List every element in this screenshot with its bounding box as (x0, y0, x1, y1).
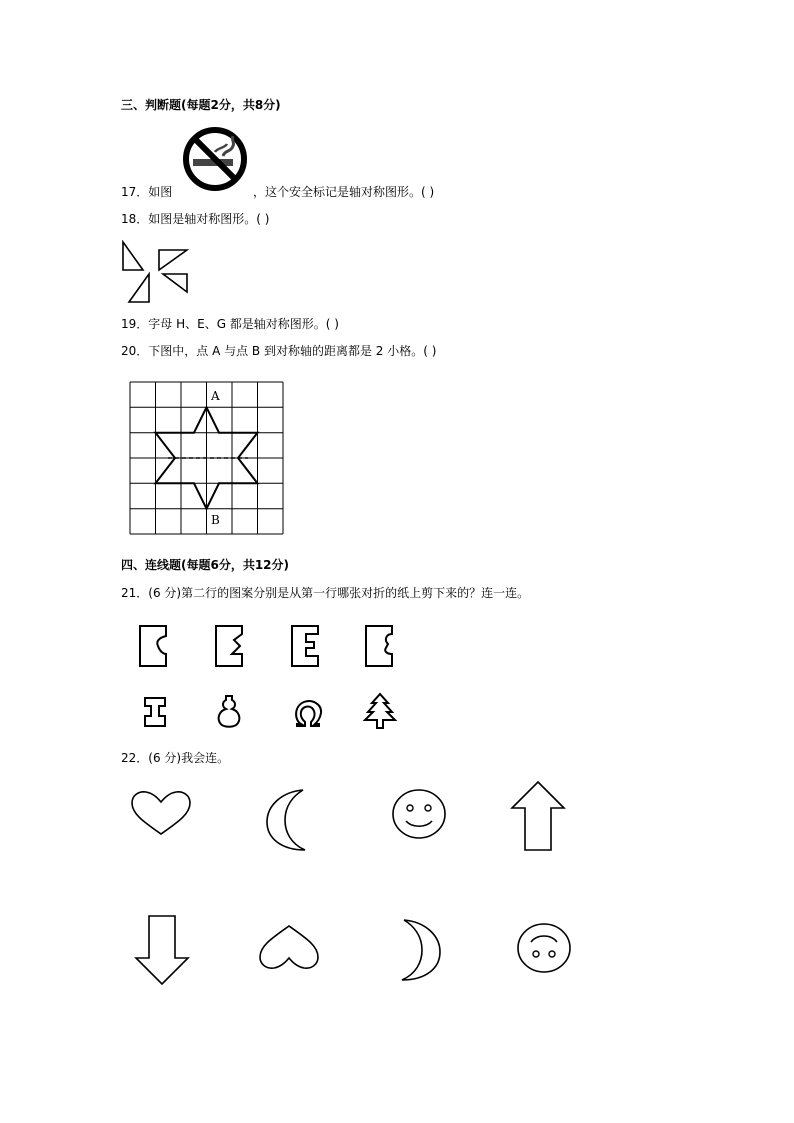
point-a-label: A (211, 389, 220, 403)
section-4-heading: 四、连线题(每题6分，共12分) (121, 558, 290, 572)
smiley-face-icon (391, 788, 447, 840)
cut-shape-omega (292, 698, 324, 728)
folded-paper-4 (364, 624, 396, 668)
cut-shape-i-beam (142, 696, 168, 728)
question-17-prefix: 17．如图 (121, 185, 173, 199)
question-20-text: 20．下图中，点 A 与点 B 到对称轴的距离都是 2 小格。( ) (121, 344, 437, 358)
question-18-text: 18．如图是轴对称图形。( ) (121, 212, 270, 226)
mirrored-crescent-moon-icon (398, 918, 444, 982)
folded-paper-3 (290, 624, 322, 668)
upside-down-heart-icon (258, 922, 320, 970)
question-19-text: 19．字母 H、E、G 都是轴对称图形。( ) (121, 317, 339, 331)
pinwheel-icon (121, 240, 189, 304)
folded-paper-1 (138, 624, 170, 668)
question-22-text: 22．(6 分)我会连。 (121, 751, 230, 765)
cut-shape-gourd (215, 694, 243, 730)
heart-icon (130, 790, 192, 838)
star-grid-figure (128, 380, 288, 538)
question-17-suffix: ，这个安全标记是轴对称图形。( ) (253, 185, 435, 199)
up-arrow-icon (510, 780, 566, 852)
section-3-heading: 三、判断题(每题2分，共8分) (121, 98, 281, 112)
crescent-moon-icon (263, 788, 309, 852)
down-arrow-icon (134, 914, 190, 986)
point-b-label: B (211, 513, 220, 527)
cut-shape-tree (362, 692, 398, 730)
question-21-text: 21．(6 分)第二行的图案分别是从第一行哪张对折的纸上剪下来的？连一连。 (121, 586, 530, 600)
folded-paper-2 (214, 624, 246, 668)
no-smoking-icon (179, 126, 251, 192)
upside-down-smiley-icon (516, 922, 572, 974)
